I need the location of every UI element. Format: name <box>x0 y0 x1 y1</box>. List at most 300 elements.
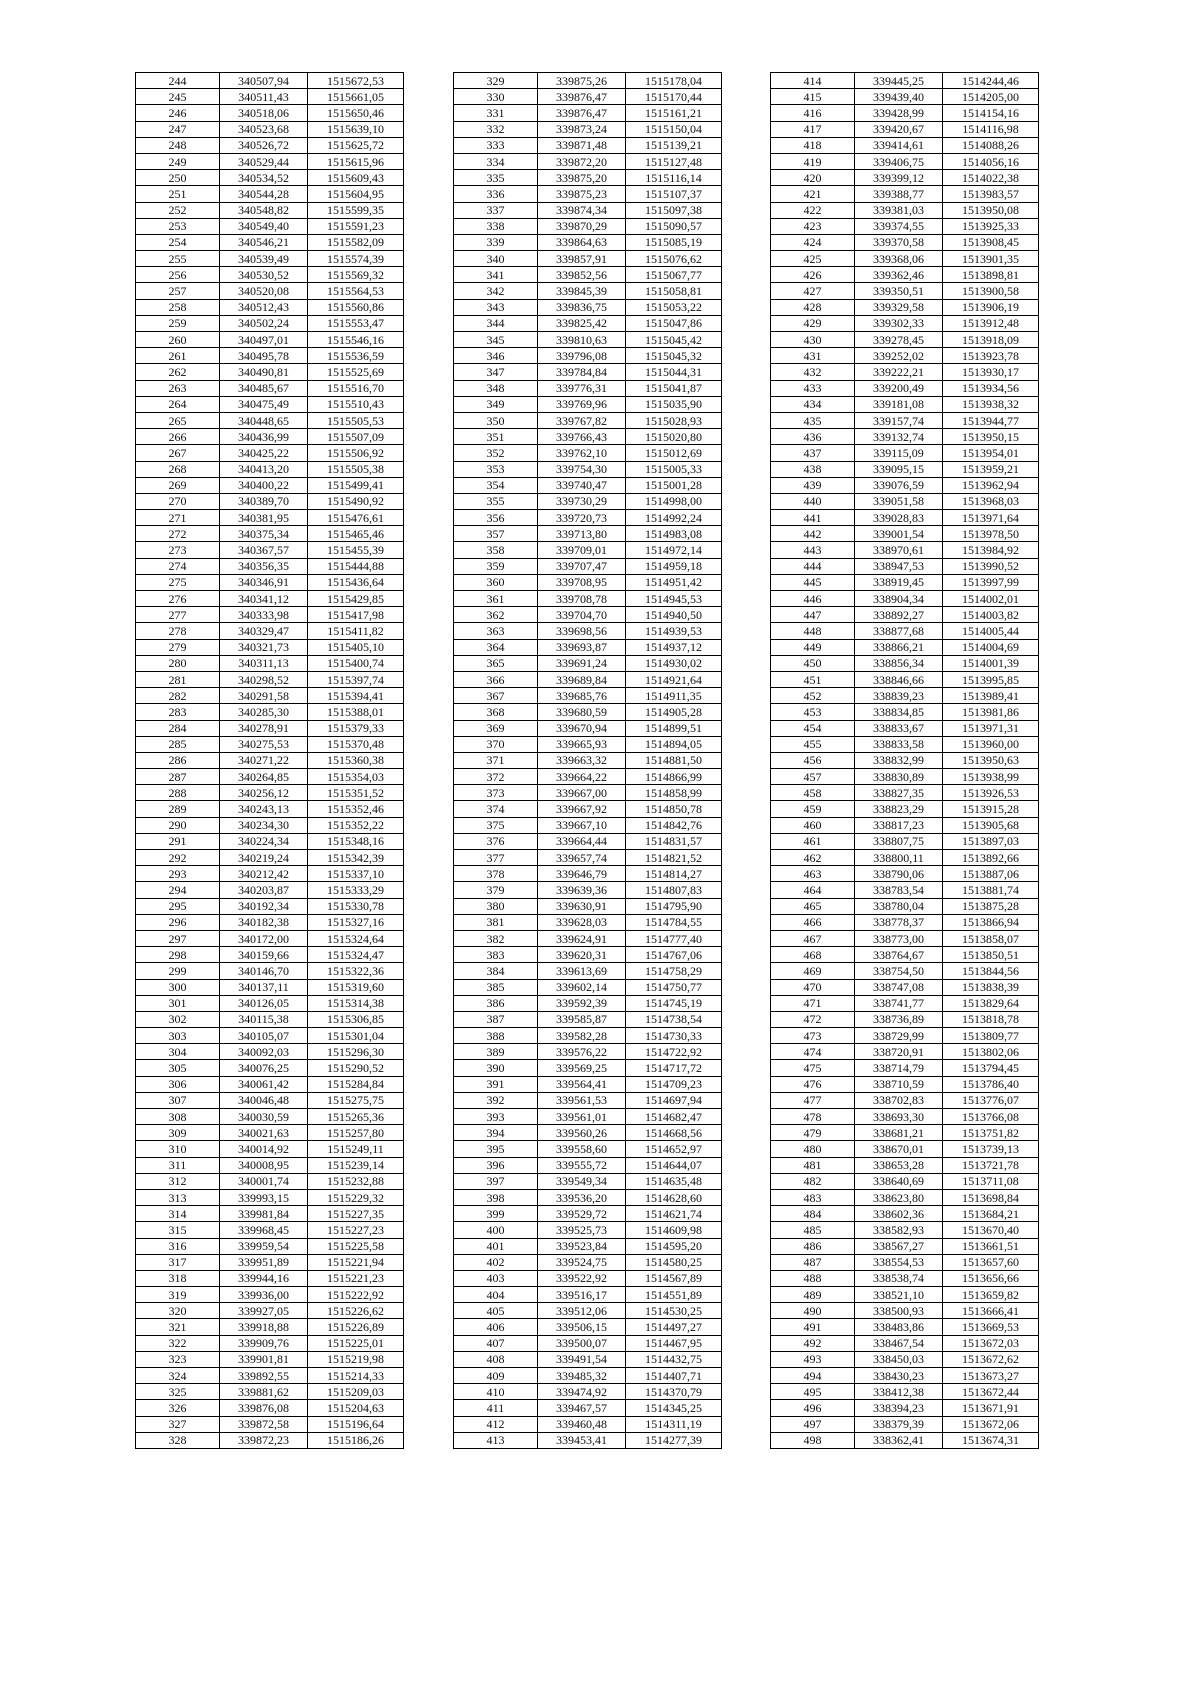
y-coordinate-cell: 1514002,01 <box>943 591 1039 607</box>
point-number-cell: 399 <box>454 1206 538 1222</box>
x-coordinate-cell: 340549,40 <box>220 218 308 234</box>
table-row <box>771 445 1039 461</box>
x-coordinate-cell: 339628,03 <box>538 914 626 930</box>
table-row <box>454 461 722 477</box>
point-number-cell: 445 <box>771 574 855 590</box>
x-coordinate-cell: 338947,53 <box>855 558 943 574</box>
y-coordinate-cell: 1515301,04 <box>308 1028 404 1044</box>
x-coordinate-cell: 338720,91 <box>855 1044 943 1060</box>
point-number-cell: 373 <box>454 785 538 801</box>
point-number-cell: 255 <box>136 251 220 267</box>
x-coordinate-cell: 339870,29 <box>538 218 626 234</box>
x-coordinate-cell: 340076,25 <box>220 1060 308 1076</box>
point-number-cell: 355 <box>454 493 538 509</box>
x-coordinate-cell: 340546,21 <box>220 234 308 250</box>
y-coordinate-cell: 1515265,36 <box>308 1109 404 1125</box>
y-coordinate-cell: 1513990,52 <box>943 558 1039 574</box>
y-coordinate-cell: 1513661,51 <box>943 1238 1039 1254</box>
point-number-cell: 392 <box>454 1092 538 1108</box>
x-coordinate-cell: 339549,34 <box>538 1173 626 1189</box>
table-row <box>136 218 404 234</box>
table-row <box>136 477 404 493</box>
table-row <box>454 1011 722 1027</box>
table-row <box>454 332 722 348</box>
x-coordinate-cell: 339993,15 <box>220 1189 308 1205</box>
x-coordinate-cell: 338554,53 <box>855 1254 943 1270</box>
point-number-cell: 425 <box>771 251 855 267</box>
point-number-cell: 258 <box>136 299 220 315</box>
table-row <box>771 1319 1039 1335</box>
point-number-cell: 351 <box>454 429 538 445</box>
point-number-cell: 364 <box>454 639 538 655</box>
point-number-cell: 282 <box>136 688 220 704</box>
y-coordinate-cell: 1514972,14 <box>626 542 722 558</box>
point-number-cell: 328 <box>136 1432 220 1448</box>
point-number-cell: 338 <box>454 218 538 234</box>
x-coordinate-cell: 338823,29 <box>855 801 943 817</box>
table-row <box>136 1270 404 1286</box>
point-number-cell: 322 <box>136 1335 220 1351</box>
x-coordinate-cell: 340356,35 <box>220 558 308 574</box>
point-number-cell: 316 <box>136 1238 220 1254</box>
x-coordinate-cell: 338670,01 <box>855 1141 943 1157</box>
point-number-cell: 432 <box>771 364 855 380</box>
point-number-cell: 414 <box>771 73 855 89</box>
y-coordinate-cell: 1515275,75 <box>308 1092 404 1108</box>
table-row <box>136 720 404 736</box>
y-coordinate-cell: 1513926,53 <box>943 785 1039 801</box>
table-row <box>771 202 1039 218</box>
table-row <box>136 510 404 526</box>
x-coordinate-cell: 339500,07 <box>538 1335 626 1351</box>
x-coordinate-cell: 338783,54 <box>855 882 943 898</box>
point-number-cell: 495 <box>771 1384 855 1400</box>
table-row <box>136 105 404 121</box>
point-number-cell: 303 <box>136 1028 220 1044</box>
point-number-cell: 465 <box>771 898 855 914</box>
table-row <box>136 1011 404 1027</box>
y-coordinate-cell: 1515232,88 <box>308 1173 404 1189</box>
x-coordinate-cell: 339181,08 <box>855 396 943 412</box>
point-number-cell: 363 <box>454 623 538 639</box>
y-coordinate-cell: 1514767,06 <box>626 947 722 963</box>
y-coordinate-cell: 1514821,52 <box>626 850 722 866</box>
point-number-cell: 489 <box>771 1287 855 1303</box>
y-coordinate-cell: 1515564,53 <box>308 283 404 299</box>
x-coordinate-cell: 340212,42 <box>220 866 308 882</box>
y-coordinate-cell: 1514628,60 <box>626 1189 722 1205</box>
table-row <box>136 1044 404 1060</box>
point-number-cell: 261 <box>136 348 220 364</box>
y-coordinate-cell: 1515650,46 <box>308 105 404 121</box>
y-coordinate-cell: 1514992,24 <box>626 510 722 526</box>
y-coordinate-cell: 1513981,86 <box>943 704 1039 720</box>
y-coordinate-cell: 1515429,85 <box>308 591 404 607</box>
table-row <box>454 720 722 736</box>
table-row <box>771 153 1039 169</box>
table-row <box>771 477 1039 493</box>
table-row <box>771 461 1039 477</box>
y-coordinate-cell: 1515333,29 <box>308 882 404 898</box>
x-coordinate-cell: 340520,08 <box>220 283 308 299</box>
point-number-cell: 248 <box>136 137 220 153</box>
y-coordinate-cell: 1514407,71 <box>626 1368 722 1384</box>
table-row <box>454 1254 722 1270</box>
point-number-cell: 257 <box>136 283 220 299</box>
x-coordinate-cell: 340341,12 <box>220 591 308 607</box>
table-row <box>136 315 404 331</box>
x-coordinate-cell: 338500,93 <box>855 1303 943 1319</box>
point-number-cell: 382 <box>454 930 538 946</box>
point-number-cell: 318 <box>136 1270 220 1286</box>
y-coordinate-cell: 1514850,78 <box>626 801 722 817</box>
point-number-cell: 272 <box>136 526 220 542</box>
point-number-cell: 285 <box>136 736 220 752</box>
x-coordinate-cell: 340375,34 <box>220 526 308 542</box>
x-coordinate-cell: 339095,15 <box>855 461 943 477</box>
point-number-cell: 453 <box>771 704 855 720</box>
x-coordinate-cell: 340256,12 <box>220 785 308 801</box>
y-coordinate-cell: 1515625,72 <box>308 137 404 153</box>
y-coordinate-cell: 1515045,42 <box>626 332 722 348</box>
x-coordinate-cell: 339512,06 <box>538 1303 626 1319</box>
x-coordinate-cell: 340008,95 <box>220 1157 308 1173</box>
table-row <box>771 591 1039 607</box>
point-number-cell: 431 <box>771 348 855 364</box>
x-coordinate-cell: 338394,23 <box>855 1400 943 1416</box>
point-number-cell: 372 <box>454 769 538 785</box>
y-coordinate-cell: 1514881,50 <box>626 752 722 768</box>
point-number-cell: 438 <box>771 461 855 477</box>
table-row <box>771 801 1039 817</box>
point-number-cell: 408 <box>454 1351 538 1367</box>
table-row <box>136 234 404 250</box>
coordinates-table-3 <box>770 72 1039 1449</box>
y-coordinate-cell: 1515499,41 <box>308 477 404 493</box>
table-row <box>454 299 722 315</box>
table-row <box>771 898 1039 914</box>
y-coordinate-cell: 1513930,17 <box>943 364 1039 380</box>
x-coordinate-cell: 339524,75 <box>538 1254 626 1270</box>
point-number-cell: 429 <box>771 315 855 331</box>
x-coordinate-cell: 340105,07 <box>220 1028 308 1044</box>
table-row <box>136 1157 404 1173</box>
point-number-cell: 290 <box>136 817 220 833</box>
table-row <box>454 930 722 946</box>
table-row <box>771 623 1039 639</box>
point-number-cell: 325 <box>136 1384 220 1400</box>
y-coordinate-cell: 1514004,69 <box>943 639 1039 655</box>
x-coordinate-cell: 339872,58 <box>220 1416 308 1432</box>
x-coordinate-cell: 339959,54 <box>220 1238 308 1254</box>
point-number-cell: 405 <box>454 1303 538 1319</box>
x-coordinate-cell: 340224,34 <box>220 833 308 849</box>
x-coordinate-cell: 339613,69 <box>538 963 626 979</box>
point-number-cell: 360 <box>454 574 538 590</box>
y-coordinate-cell: 1513669,53 <box>943 1319 1039 1335</box>
table-row <box>771 493 1039 509</box>
x-coordinate-cell: 339968,45 <box>220 1222 308 1238</box>
table-row <box>771 1173 1039 1189</box>
y-coordinate-cell: 1515672,53 <box>308 73 404 89</box>
y-coordinate-cell: 1514738,54 <box>626 1011 722 1027</box>
table-row <box>454 267 722 283</box>
table-row <box>136 1109 404 1125</box>
table-row <box>454 251 722 267</box>
table-row <box>454 671 722 687</box>
point-number-cell: 308 <box>136 1109 220 1125</box>
y-coordinate-cell: 1513950,63 <box>943 752 1039 768</box>
x-coordinate-cell: 339439,40 <box>855 89 943 105</box>
point-number-cell: 383 <box>454 947 538 963</box>
table-row <box>454 1189 722 1205</box>
table-row <box>771 1125 1039 1141</box>
x-coordinate-cell: 338412,38 <box>855 1384 943 1400</box>
table-row <box>771 218 1039 234</box>
x-coordinate-cell: 340001,74 <box>220 1173 308 1189</box>
y-coordinate-cell: 1513672,44 <box>943 1384 1039 1400</box>
x-coordinate-cell: 338790,06 <box>855 866 943 882</box>
table-row <box>136 785 404 801</box>
y-coordinate-cell: 1513698,84 <box>943 1189 1039 1205</box>
table-row <box>136 429 404 445</box>
point-number-cell: 304 <box>136 1044 220 1060</box>
table-row <box>136 752 404 768</box>
y-coordinate-cell: 1515226,89 <box>308 1319 404 1335</box>
y-coordinate-cell: 1514595,20 <box>626 1238 722 1254</box>
point-number-cell: 259 <box>136 315 220 331</box>
x-coordinate-cell: 338467,54 <box>855 1335 943 1351</box>
x-coordinate-cell: 339525,73 <box>538 1222 626 1238</box>
x-coordinate-cell: 339680,59 <box>538 704 626 720</box>
point-number-cell: 371 <box>454 752 538 768</box>
table-row <box>454 1416 722 1432</box>
point-number-cell: 449 <box>771 639 855 655</box>
y-coordinate-cell: 1515020,80 <box>626 429 722 445</box>
x-coordinate-cell: 338582,93 <box>855 1222 943 1238</box>
table-row <box>771 299 1039 315</box>
table-row <box>454 801 722 817</box>
y-coordinate-cell: 1513802,06 <box>943 1044 1039 1060</box>
table-row <box>454 1368 722 1384</box>
table-row <box>136 1254 404 1270</box>
point-number-cell: 409 <box>454 1368 538 1384</box>
table-row <box>771 574 1039 590</box>
x-coordinate-cell: 339001,54 <box>855 526 943 542</box>
x-coordinate-cell: 340548,82 <box>220 202 308 218</box>
x-coordinate-cell: 339467,57 <box>538 1400 626 1416</box>
table-row <box>136 1206 404 1222</box>
table-row <box>771 995 1039 1011</box>
x-coordinate-cell: 340495,78 <box>220 348 308 364</box>
y-coordinate-cell: 1515400,74 <box>308 655 404 671</box>
table-row <box>454 1400 722 1416</box>
x-coordinate-cell: 340526,72 <box>220 137 308 153</box>
table-row <box>454 1238 722 1254</box>
table-row <box>136 801 404 817</box>
point-number-cell: 480 <box>771 1141 855 1157</box>
y-coordinate-cell: 1514745,19 <box>626 995 722 1011</box>
y-coordinate-cell: 1514467,95 <box>626 1335 722 1351</box>
y-coordinate-cell: 1515354,03 <box>308 769 404 785</box>
table-row <box>136 1189 404 1205</box>
x-coordinate-cell: 339620,31 <box>538 947 626 963</box>
point-number-cell: 476 <box>771 1076 855 1092</box>
x-coordinate-cell: 340126,05 <box>220 995 308 1011</box>
x-coordinate-cell: 338538,74 <box>855 1270 943 1286</box>
table-row <box>771 817 1039 833</box>
point-number-cell: 281 <box>136 671 220 687</box>
y-coordinate-cell: 1513672,03 <box>943 1335 1039 1351</box>
point-number-cell: 466 <box>771 914 855 930</box>
point-number-cell: 293 <box>136 866 220 882</box>
table-row <box>771 234 1039 250</box>
x-coordinate-cell: 339667,92 <box>538 801 626 817</box>
x-coordinate-cell: 339252,02 <box>855 348 943 364</box>
table-row <box>136 736 404 752</box>
y-coordinate-cell: 1515005,33 <box>626 461 722 477</box>
y-coordinate-cell: 1515455,39 <box>308 542 404 558</box>
point-number-cell: 404 <box>454 1287 538 1303</box>
table-row <box>454 785 722 801</box>
y-coordinate-cell: 1515444,88 <box>308 558 404 574</box>
y-coordinate-cell: 1515221,94 <box>308 1254 404 1270</box>
x-coordinate-cell: 339864,63 <box>538 234 626 250</box>
y-coordinate-cell: 1515178,04 <box>626 73 722 89</box>
point-number-cell: 446 <box>771 591 855 607</box>
table-row <box>136 1319 404 1335</box>
point-number-cell: 354 <box>454 477 538 493</box>
point-number-cell: 385 <box>454 979 538 995</box>
x-coordinate-cell: 338379,39 <box>855 1416 943 1432</box>
point-number-cell: 474 <box>771 1044 855 1060</box>
y-coordinate-cell: 1513954,01 <box>943 445 1039 461</box>
y-coordinate-cell: 1514784,55 <box>626 914 722 930</box>
point-number-cell: 461 <box>771 833 855 849</box>
x-coordinate-cell: 340291,58 <box>220 688 308 704</box>
table-row <box>136 914 404 930</box>
y-coordinate-cell: 1513666,41 <box>943 1303 1039 1319</box>
y-coordinate-cell: 1515360,38 <box>308 752 404 768</box>
point-number-cell: 295 <box>136 898 220 914</box>
point-number-cell: 381 <box>454 914 538 930</box>
x-coordinate-cell: 338729,99 <box>855 1028 943 1044</box>
x-coordinate-cell: 340400,22 <box>220 477 308 493</box>
y-coordinate-cell: 1514795,90 <box>626 898 722 914</box>
point-number-cell: 463 <box>771 866 855 882</box>
y-coordinate-cell: 1514311,19 <box>626 1416 722 1432</box>
table-row <box>771 542 1039 558</box>
x-coordinate-cell: 339875,23 <box>538 186 626 202</box>
y-coordinate-cell: 1513898,81 <box>943 267 1039 283</box>
y-coordinate-cell: 1515330,78 <box>308 898 404 914</box>
x-coordinate-cell: 338780,04 <box>855 898 943 914</box>
y-coordinate-cell: 1515352,22 <box>308 817 404 833</box>
y-coordinate-cell: 1515505,38 <box>308 461 404 477</box>
y-coordinate-cell: 1513672,62 <box>943 1351 1039 1367</box>
point-number-cell: 397 <box>454 1173 538 1189</box>
x-coordinate-cell: 338846,66 <box>855 671 943 687</box>
table-row <box>136 348 404 364</box>
x-coordinate-cell: 339132,74 <box>855 429 943 445</box>
point-number-cell: 335 <box>454 170 538 186</box>
point-number-cell: 416 <box>771 105 855 121</box>
x-coordinate-cell: 339754,30 <box>538 461 626 477</box>
x-coordinate-cell: 338817,23 <box>855 817 943 833</box>
x-coordinate-cell: 339944,16 <box>220 1270 308 1286</box>
x-coordinate-cell: 339370,58 <box>855 234 943 250</box>
table-row <box>771 1011 1039 1027</box>
table-row <box>454 752 722 768</box>
point-number-cell: 319 <box>136 1287 220 1303</box>
x-coordinate-cell: 339569,25 <box>538 1060 626 1076</box>
point-number-cell: 407 <box>454 1335 538 1351</box>
point-number-cell: 279 <box>136 639 220 655</box>
x-coordinate-cell: 339901,81 <box>220 1351 308 1367</box>
x-coordinate-cell: 338830,89 <box>855 769 943 785</box>
table-row <box>454 493 722 509</box>
table-row <box>136 591 404 607</box>
point-number-cell: 439 <box>771 477 855 493</box>
table-row <box>454 121 722 137</box>
table-row <box>136 1400 404 1416</box>
point-number-cell: 472 <box>771 1011 855 1027</box>
y-coordinate-cell: 1515465,46 <box>308 526 404 542</box>
point-number-cell: 422 <box>771 202 855 218</box>
x-coordinate-cell: 339871,48 <box>538 137 626 153</box>
point-number-cell: 464 <box>771 882 855 898</box>
table-row <box>771 1238 1039 1254</box>
point-number-cell: 391 <box>454 1076 538 1092</box>
y-coordinate-cell: 1514370,79 <box>626 1384 722 1400</box>
table-row <box>771 1384 1039 1400</box>
point-number-cell: 249 <box>136 153 220 169</box>
y-coordinate-cell: 1513673,27 <box>943 1368 1039 1384</box>
y-coordinate-cell: 1514005,44 <box>943 623 1039 639</box>
y-coordinate-cell: 1513978,50 <box>943 526 1039 542</box>
x-coordinate-cell: 339516,17 <box>538 1287 626 1303</box>
x-coordinate-cell: 340092,03 <box>220 1044 308 1060</box>
table-row <box>771 267 1039 283</box>
point-number-cell: 482 <box>771 1173 855 1189</box>
table-row <box>136 655 404 671</box>
point-number-cell: 307 <box>136 1092 220 1108</box>
x-coordinate-cell: 339796,08 <box>538 348 626 364</box>
point-number-cell: 451 <box>771 671 855 687</box>
point-number-cell: 294 <box>136 882 220 898</box>
table-row <box>136 558 404 574</box>
point-number-cell: 496 <box>771 1400 855 1416</box>
point-number-cell: 361 <box>454 591 538 607</box>
point-number-cell: 250 <box>136 170 220 186</box>
x-coordinate-cell: 339951,89 <box>220 1254 308 1270</box>
point-number-cell: 251 <box>136 186 220 202</box>
table-row <box>771 1368 1039 1384</box>
y-coordinate-cell: 1515226,62 <box>308 1303 404 1319</box>
x-coordinate-cell: 340485,67 <box>220 380 308 396</box>
y-coordinate-cell: 1515324,47 <box>308 947 404 963</box>
point-number-cell: 246 <box>136 105 220 121</box>
y-coordinate-cell: 1513934,56 <box>943 380 1039 396</box>
x-coordinate-cell: 340021,63 <box>220 1125 308 1141</box>
x-coordinate-cell: 338833,67 <box>855 720 943 736</box>
point-number-cell: 313 <box>136 1189 220 1205</box>
x-coordinate-cell: 340234,30 <box>220 817 308 833</box>
x-coordinate-cell: 339857,91 <box>538 251 626 267</box>
table-row <box>136 769 404 785</box>
point-number-cell: 490 <box>771 1303 855 1319</box>
y-coordinate-cell: 1513844,56 <box>943 963 1039 979</box>
